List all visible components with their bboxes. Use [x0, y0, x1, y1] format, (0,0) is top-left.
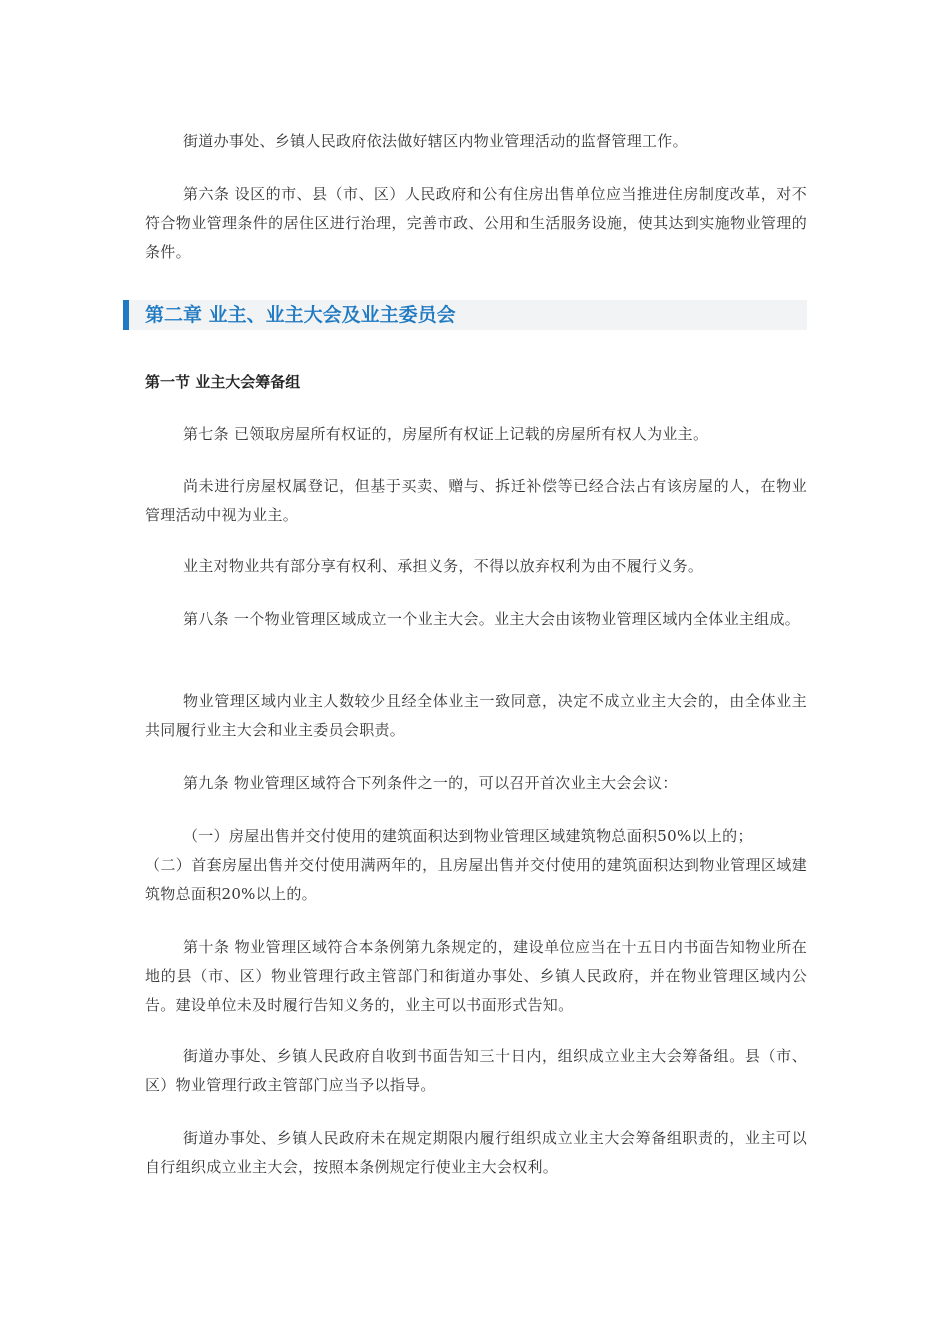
- chapter-heading-bar: [123, 300, 807, 330]
- section-title: 第一节 业主大会筹备组: [145, 373, 301, 391]
- paragraph-article-9: 第九条 物业管理区域符合下列条件之一的，可以召开首次业主大会会议：: [183, 774, 678, 792]
- chapter-title: 第二章 业主、业主大会及业主委员会: [145, 304, 456, 326]
- paragraph-preparatory-group: 街道办事处、乡镇人民政府自收到书面告知三十日内，组织成立业主大会筹备组。县（市、区）物业管理行政主管部门应当予以指导。: [145, 1047, 807, 1094]
- paragraph-article-6: 第六条 设区的市、县（市、区）人民政府和公有住房出售单位应当推进住房制度改革，对不符合物业管理条件的居住区进行治理，完善市政、公用和生活服务设施，使其达到实施物业管理的条件。: [145, 185, 807, 261]
- paragraph-condition-2: （二）首套房屋出售并交付使用满两年的，且房屋出售并交付使用的建筑面积达到物业管理区域建筑物总面积20%以上的。: [145, 856, 807, 903]
- paragraph-supervision: 街道办事处、乡镇人民政府依法做好辖区内物业管理活动的监督管理工作。: [183, 132, 688, 150]
- chapter-accent-stripe: [123, 300, 129, 330]
- paragraph-article-8: 第八条 一个物业管理区域成立一个业主大会。业主大会由该物业管理区域内全体业主组成。: [183, 610, 801, 628]
- paragraph-article-10: 第十条 物业管理区域符合本条例第九条规定的，建设单位应当在十五日内书面告知物业所在地的县（市、区）物业管理行政主管部门和街道办事处、乡镇人民政府，并在物业管理区域内公告。建设单位未及时履行告知义务的，业主可以书面形式告知。: [145, 938, 807, 1014]
- paragraph-condition-1: （一）房屋出售并交付使用的建筑面积达到物业管理区域建筑物总面积50%以上的；: [183, 827, 753, 845]
- paragraph-self-organize: 街道办事处、乡镇人民政府未在规定期限内履行组织成立业主大会筹备组职责的，业主可以自行组织成立业主大会，按照本条例规定行使业主大会权利。: [145, 1129, 807, 1176]
- paragraph-deemed-owner: 尚未进行房屋权属登记，但基于买卖、赠与、拆迁补偿等已经合法占有该房屋的人，在物业管理活动中视为业主。: [145, 477, 807, 524]
- paragraph-article-7: 第七条 已领取房屋所有权证的，房屋所有权证上记载的房屋所有权人为业主。: [183, 425, 709, 443]
- paragraph-owner-rights: 业主对物业共有部分享有权利、承担义务，不得以放弃权利为由不履行义务。: [183, 557, 704, 575]
- paragraph-small-community: 物业管理区域内业主人数较少且经全体业主一致同意，决定不成立业主大会的，由全体业主共同履行业主大会和业主委员会职责。: [145, 692, 807, 739]
